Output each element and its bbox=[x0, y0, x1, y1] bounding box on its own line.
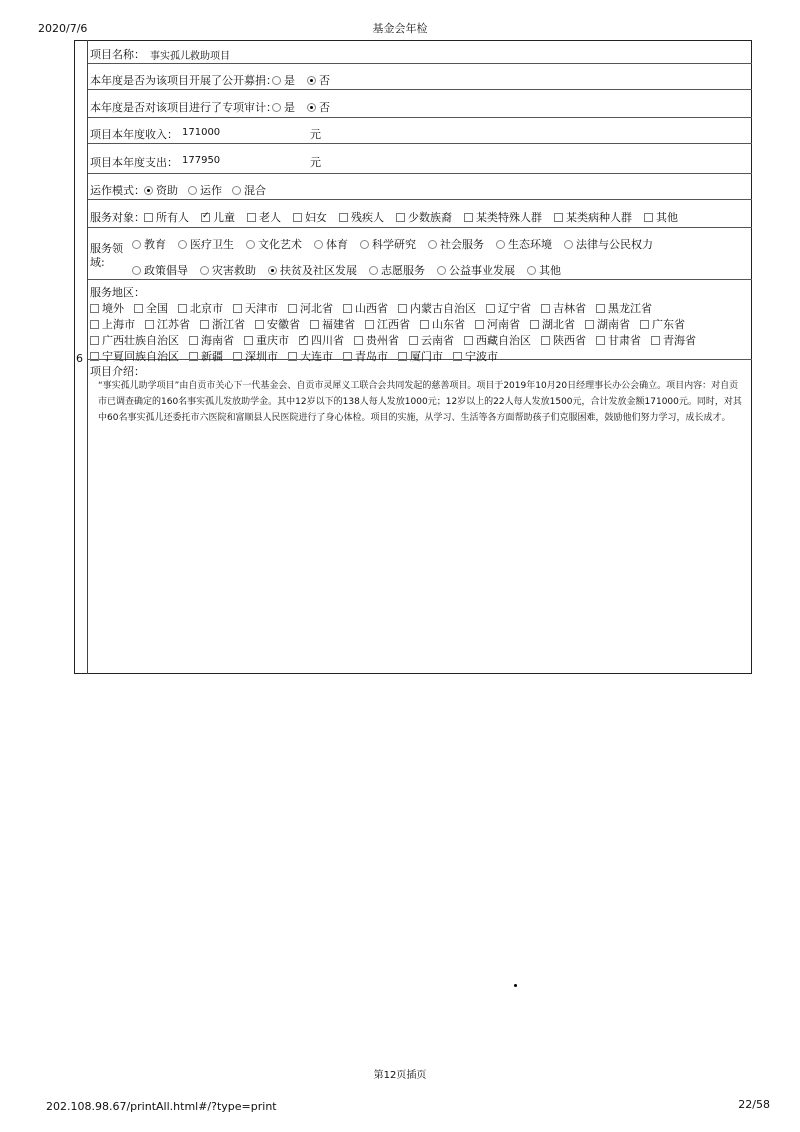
radio-icon[interactable] bbox=[188, 186, 197, 195]
checkbox-icon[interactable] bbox=[244, 336, 253, 345]
option-label: 深圳市 bbox=[245, 350, 278, 363]
service-fields-row bbox=[88, 228, 752, 280]
option-label: 政策倡导 bbox=[144, 264, 188, 277]
option-label: 重庆市 bbox=[256, 334, 289, 347]
option-label: 否 bbox=[319, 74, 330, 87]
service-targets-row bbox=[88, 200, 752, 228]
option-label: 科学研究 bbox=[372, 238, 416, 251]
radio-option[interactable] bbox=[132, 262, 188, 278]
service-fields-options-1 bbox=[132, 236, 665, 252]
checkbox-option[interactable] bbox=[200, 316, 245, 332]
intro-label: 项目介绍： bbox=[90, 365, 145, 378]
service-fields-label-1: 服务领 bbox=[90, 242, 123, 255]
page-title: 基金会年检 bbox=[372, 22, 428, 35]
option-label: 青海省 bbox=[663, 334, 696, 347]
public-fundraising-label: 本年度是否为该项目开展了公开募捐： bbox=[90, 74, 277, 87]
checkbox-icon[interactable] bbox=[90, 304, 99, 313]
option-label: 江西省 bbox=[377, 318, 410, 331]
row-number-cell bbox=[74, 40, 88, 674]
service-targets-label: 服务对象： bbox=[90, 211, 145, 224]
stray-dot bbox=[514, 984, 517, 987]
option-label: 湖南省 bbox=[597, 318, 630, 331]
checkbox-checked-icon[interactable] bbox=[299, 336, 308, 345]
radio-icon[interactable] bbox=[178, 240, 187, 249]
option-label: 陕西省 bbox=[553, 334, 586, 347]
option-label: 宁波市 bbox=[465, 350, 498, 363]
checkbox-option[interactable] bbox=[464, 209, 542, 225]
option-label: 天津市 bbox=[245, 302, 278, 315]
checkbox-option[interactable] bbox=[310, 316, 355, 332]
option-label: 教育 bbox=[144, 238, 166, 251]
service-regions-line-1 bbox=[90, 300, 662, 316]
option-label: 辽宁省 bbox=[498, 302, 531, 315]
checkbox-option[interactable] bbox=[255, 316, 300, 332]
expense-unit: 元 bbox=[310, 156, 321, 169]
intro-text: “事实孤儿助学项目”由自贡市关心下一代基金会、自贡市灵犀义工联合会共同发起的慈善项目。项目于2019年10月20日经理事长办公会确立。项目内容：对自贡市已调查确定的160名事实孤儿发放助学金。其中12岁以下的138人每人发放1000元；12岁以上的22人每人发放1500元，合计发放金额171000元。同时，对其中60名事实孤儿还委托市六医院和富顺县人民医院进行了身心体检。项目的实施，从学习、生活等各方面帮助孩子们克服困难，鼓励他们努力学习，成长成才。 bbox=[98, 381, 742, 423]
checkbox-icon[interactable] bbox=[409, 336, 418, 345]
option-label: 其他 bbox=[539, 264, 561, 277]
radio-icon[interactable] bbox=[272, 76, 281, 85]
option-label: 其他 bbox=[656, 211, 678, 224]
option-label: 全国 bbox=[146, 302, 168, 315]
checkbox-option[interactable] bbox=[541, 332, 586, 348]
radio-icon[interactable] bbox=[132, 266, 141, 275]
income-label: 项目本年度收入： bbox=[90, 128, 178, 141]
radio-option[interactable] bbox=[496, 236, 552, 252]
checkbox-option[interactable] bbox=[145, 316, 190, 332]
option-label: 安徽省 bbox=[267, 318, 300, 331]
radio-option[interactable] bbox=[564, 236, 653, 252]
radio-option[interactable] bbox=[314, 236, 348, 252]
page-number: 第12页插页 bbox=[373, 1070, 427, 1081]
expense-value: 177950 bbox=[182, 155, 221, 166]
operation-mode-label: 运作模式： bbox=[90, 184, 145, 197]
row-number: 6 bbox=[76, 352, 83, 365]
radio-icon[interactable] bbox=[314, 240, 323, 249]
checkbox-option[interactable] bbox=[475, 316, 520, 332]
checkbox-icon[interactable] bbox=[464, 213, 473, 222]
radio-icon[interactable] bbox=[564, 240, 573, 249]
operation-mode-options bbox=[144, 182, 276, 198]
special-audit-row bbox=[88, 90, 752, 118]
checkbox-icon[interactable] bbox=[365, 320, 374, 329]
option-label: 吉林省 bbox=[553, 302, 586, 315]
checkbox-icon[interactable] bbox=[178, 304, 187, 313]
public-fundraising-options bbox=[272, 72, 342, 88]
checkbox-icon[interactable] bbox=[339, 213, 348, 222]
radio-option[interactable] bbox=[428, 236, 484, 252]
service-targets-options bbox=[144, 209, 690, 225]
checkbox-option[interactable] bbox=[596, 300, 652, 316]
radio-option[interactable] bbox=[268, 262, 357, 278]
radio-option[interactable] bbox=[527, 262, 561, 278]
radio-option[interactable] bbox=[307, 72, 330, 88]
option-label: 甘肃省 bbox=[608, 334, 641, 347]
option-label: 四川省 bbox=[311, 334, 344, 347]
checkbox-option[interactable] bbox=[189, 332, 234, 348]
option-label: 大连市 bbox=[300, 350, 333, 363]
checkbox-option[interactable] bbox=[486, 300, 531, 316]
checkbox-icon[interactable] bbox=[247, 213, 256, 222]
checkbox-icon[interactable] bbox=[644, 213, 653, 222]
checkbox-icon[interactable] bbox=[640, 320, 649, 329]
option-label: 海南省 bbox=[201, 334, 234, 347]
checkbox-option[interactable] bbox=[247, 209, 281, 225]
income-unit: 元 bbox=[310, 128, 321, 141]
footer-url: 202.108.98.67/printAll.html#/?type=print bbox=[46, 1100, 277, 1113]
checkbox-icon[interactable] bbox=[420, 320, 429, 329]
checkbox-option[interactable] bbox=[144, 209, 189, 225]
checkbox-option[interactable] bbox=[343, 300, 388, 316]
checkbox-option[interactable] bbox=[464, 332, 531, 348]
radio-option[interactable] bbox=[188, 182, 222, 198]
option-label: 是 bbox=[284, 74, 295, 87]
checkbox-option[interactable] bbox=[409, 332, 454, 348]
project-name-label: 项目名称： bbox=[90, 48, 145, 61]
option-label: 老人 bbox=[259, 211, 281, 224]
option-label: 文化艺术 bbox=[258, 238, 302, 251]
expense-row bbox=[88, 144, 752, 174]
checkbox-icon[interactable] bbox=[398, 304, 407, 313]
checkbox-icon[interactable] bbox=[233, 304, 242, 313]
option-label: 厦门市 bbox=[410, 350, 443, 363]
radio-option[interactable] bbox=[369, 262, 425, 278]
option-label: 北京市 bbox=[190, 302, 223, 315]
radio-selected-icon[interactable] bbox=[307, 76, 316, 85]
radio-icon[interactable] bbox=[496, 240, 505, 249]
checkbox-option[interactable] bbox=[596, 332, 641, 348]
option-label: 体育 bbox=[326, 238, 348, 251]
checkbox-icon[interactable] bbox=[145, 320, 154, 329]
checkbox-option[interactable] bbox=[651, 332, 696, 348]
radio-option[interactable] bbox=[307, 99, 330, 115]
option-label: 某类病种人群 bbox=[566, 211, 632, 224]
checkbox-icon[interactable] bbox=[475, 320, 484, 329]
checkbox-icon[interactable] bbox=[541, 336, 550, 345]
radio-icon[interactable] bbox=[527, 266, 536, 275]
option-label: 山东省 bbox=[432, 318, 465, 331]
radio-icon[interactable] bbox=[360, 240, 369, 249]
checkbox-option[interactable] bbox=[90, 300, 124, 316]
radio-icon[interactable] bbox=[132, 240, 141, 249]
option-label: 妇女 bbox=[305, 211, 327, 224]
project-name-value: 事实孤儿救助项目 bbox=[150, 51, 230, 62]
checkbox-option[interactable] bbox=[644, 209, 678, 225]
service-regions-row bbox=[88, 280, 752, 363]
checkbox-icon[interactable] bbox=[554, 213, 563, 222]
option-label: 新疆 bbox=[201, 350, 223, 363]
option-label: 上海市 bbox=[102, 318, 135, 331]
radio-option[interactable] bbox=[144, 182, 178, 198]
radio-option[interactable] bbox=[272, 99, 295, 115]
option-label: 河北省 bbox=[300, 302, 333, 315]
checkbox-icon[interactable] bbox=[541, 304, 550, 313]
option-label: 法律与公民权力 bbox=[576, 238, 653, 251]
checkbox-option[interactable] bbox=[640, 316, 685, 332]
option-label: 医疗卫生 bbox=[190, 238, 234, 251]
checkbox-option[interactable] bbox=[396, 209, 452, 225]
option-label: 生态环境 bbox=[508, 238, 552, 251]
print-date: 2020/7/6 bbox=[38, 22, 88, 35]
checkbox-option[interactable] bbox=[365, 316, 410, 332]
radio-selected-icon[interactable] bbox=[307, 103, 316, 112]
radio-option[interactable] bbox=[360, 236, 416, 252]
checkbox-icon[interactable] bbox=[530, 320, 539, 329]
checkbox-icon[interactable] bbox=[255, 320, 264, 329]
option-label: 少数族裔 bbox=[408, 211, 452, 224]
radio-selected-icon[interactable] bbox=[144, 186, 153, 195]
radio-option[interactable] bbox=[132, 236, 166, 252]
checkbox-icon[interactable] bbox=[310, 320, 319, 329]
radio-icon[interactable] bbox=[428, 240, 437, 249]
radio-icon[interactable] bbox=[437, 266, 446, 275]
checkbox-option[interactable] bbox=[134, 300, 168, 316]
checkbox-icon[interactable] bbox=[343, 304, 352, 313]
checkbox-icon[interactable] bbox=[486, 304, 495, 313]
operation-mode-row bbox=[88, 174, 752, 200]
checkbox-icon[interactable] bbox=[144, 213, 153, 222]
checkbox-icon[interactable] bbox=[189, 336, 198, 345]
option-label: 广西壮族自治区 bbox=[102, 334, 179, 347]
checkbox-option[interactable] bbox=[299, 332, 344, 348]
option-label: 浙江省 bbox=[212, 318, 245, 331]
special-audit-options bbox=[272, 99, 342, 115]
option-label: 混合 bbox=[244, 184, 266, 197]
service-regions-line-2 bbox=[90, 316, 695, 332]
option-label: 志愿服务 bbox=[381, 264, 425, 277]
option-label: 残疾人 bbox=[351, 211, 384, 224]
radio-option[interactable] bbox=[232, 182, 266, 198]
checkbox-option[interactable] bbox=[354, 332, 399, 348]
checkbox-option[interactable] bbox=[293, 209, 327, 225]
service-fields-options-2 bbox=[132, 262, 573, 278]
radio-option[interactable] bbox=[200, 262, 256, 278]
public-fundraising-row bbox=[88, 64, 752, 90]
checkbox-icon[interactable] bbox=[293, 213, 302, 222]
checkbox-option[interactable] bbox=[585, 316, 630, 332]
option-label: 湖北省 bbox=[542, 318, 575, 331]
option-label: 境外 bbox=[102, 302, 124, 315]
radio-option[interactable] bbox=[246, 236, 302, 252]
option-label: 运作 bbox=[200, 184, 222, 197]
option-label: 否 bbox=[319, 101, 330, 114]
special-audit-label: 本年度是否对该项目进行了专项审计： bbox=[90, 101, 277, 114]
option-label: 江苏省 bbox=[157, 318, 190, 331]
option-label: 扶贫及社区发展 bbox=[280, 264, 357, 277]
option-label: 河南省 bbox=[487, 318, 520, 331]
option-label: 公益事业发展 bbox=[449, 264, 515, 277]
checkbox-icon[interactable] bbox=[464, 336, 473, 345]
radio-option[interactable] bbox=[272, 72, 295, 88]
radio-option[interactable] bbox=[437, 262, 515, 278]
option-label: 山西省 bbox=[355, 302, 388, 315]
checkbox-option[interactable] bbox=[530, 316, 575, 332]
checkbox-option[interactable] bbox=[244, 332, 289, 348]
option-label: 贵州省 bbox=[366, 334, 399, 347]
radio-option[interactable] bbox=[178, 236, 234, 252]
project-content bbox=[88, 40, 752, 660]
checkbox-option[interactable] bbox=[288, 300, 333, 316]
checkbox-option[interactable] bbox=[541, 300, 586, 316]
checkbox-icon[interactable] bbox=[651, 336, 660, 345]
option-label: 社会服务 bbox=[440, 238, 484, 251]
checkbox-icon[interactable] bbox=[585, 320, 594, 329]
project-name-row bbox=[88, 40, 752, 64]
option-label: 福建省 bbox=[322, 318, 355, 331]
checkbox-icon[interactable] bbox=[90, 320, 99, 329]
option-label: 灾害救助 bbox=[212, 264, 256, 277]
checkbox-icon[interactable] bbox=[596, 304, 605, 313]
checkbox-option[interactable] bbox=[339, 209, 384, 225]
expense-label: 项目本年度支出： bbox=[90, 156, 178, 169]
option-label: 云南省 bbox=[421, 334, 454, 347]
checkbox-icon[interactable] bbox=[134, 304, 143, 313]
radio-selected-icon[interactable] bbox=[268, 266, 277, 275]
checkbox-checked-icon[interactable] bbox=[201, 213, 210, 222]
option-label: 是 bbox=[284, 101, 295, 114]
option-label: 西藏自治区 bbox=[476, 334, 531, 347]
radio-icon[interactable] bbox=[200, 266, 209, 275]
option-label: 广东省 bbox=[652, 318, 685, 331]
service-regions-line-3 bbox=[90, 332, 706, 348]
checkbox-icon[interactable] bbox=[596, 336, 605, 345]
checkbox-option[interactable] bbox=[90, 316, 135, 332]
checkbox-option[interactable] bbox=[233, 300, 278, 316]
radio-icon[interactable] bbox=[272, 103, 281, 112]
checkbox-icon[interactable] bbox=[90, 336, 99, 345]
intro-row bbox=[88, 360, 752, 660]
radio-icon[interactable] bbox=[369, 266, 378, 275]
radio-icon[interactable] bbox=[232, 186, 241, 195]
checkbox-option[interactable] bbox=[90, 332, 179, 348]
income-row bbox=[88, 118, 752, 144]
option-label: 某类特殊人群 bbox=[476, 211, 542, 224]
service-fields-label-2: 域: bbox=[90, 256, 105, 269]
checkbox-icon[interactable] bbox=[200, 320, 209, 329]
option-label: 儿童 bbox=[213, 211, 235, 224]
checkbox-icon[interactable] bbox=[354, 336, 363, 345]
checkbox-option[interactable] bbox=[398, 300, 476, 316]
option-label: 宁夏回族自治区 bbox=[102, 350, 179, 363]
checkbox-icon[interactable] bbox=[288, 304, 297, 313]
option-label: 青岛市 bbox=[355, 350, 388, 363]
option-label: 内蒙古自治区 bbox=[410, 302, 476, 315]
option-label: 资助 bbox=[156, 184, 178, 197]
radio-icon[interactable] bbox=[246, 240, 255, 249]
checkbox-icon[interactable] bbox=[396, 213, 405, 222]
checkbox-option[interactable] bbox=[420, 316, 465, 332]
service-regions-label: 服务地区： bbox=[90, 286, 145, 299]
checkbox-option[interactable] bbox=[178, 300, 223, 316]
option-label: 所有人 bbox=[156, 211, 189, 224]
checkbox-option[interactable] bbox=[554, 209, 632, 225]
option-label: 黑龙江省 bbox=[608, 302, 652, 315]
checkbox-option[interactable] bbox=[201, 209, 235, 225]
income-value: 171000 bbox=[182, 127, 221, 138]
footer-page-count: 22/58 bbox=[738, 1098, 770, 1111]
